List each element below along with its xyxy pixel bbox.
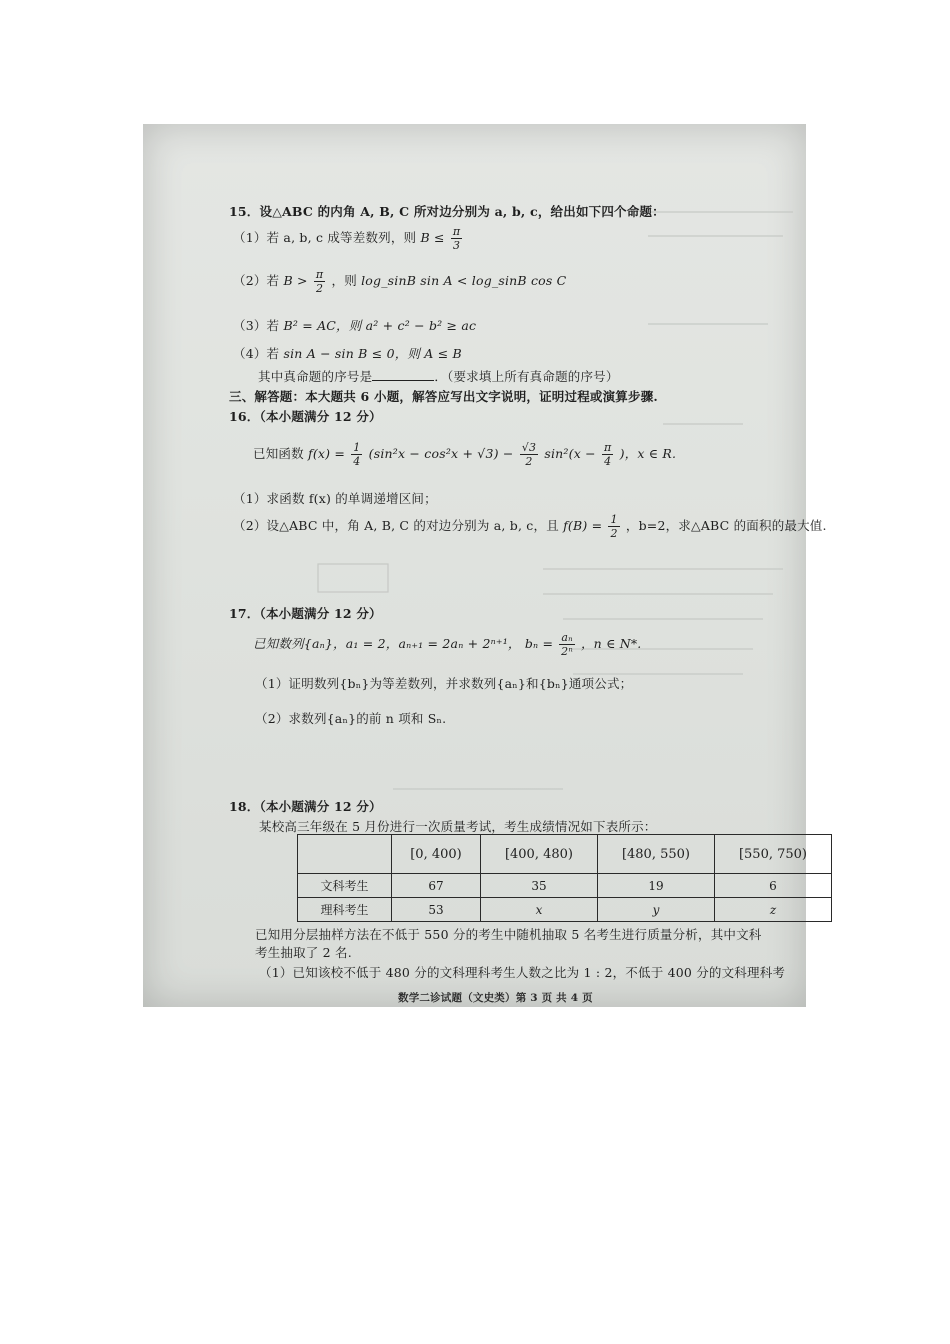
table-cell: 6: [714, 874, 831, 898]
q18-intro: 某校高三年级在 5 月份进行一次质量考试，考生成绩情况如下表所示：: [259, 819, 657, 834]
table-header-cell: [400, 480): [480, 835, 597, 874]
q15-proposition-1: [233, 226, 464, 251]
q16-coef-3-numerator: π: [603, 441, 612, 454]
q16-coef-2-denominator: 2: [525, 455, 533, 468]
table-cell: 19: [597, 874, 714, 898]
q16-p2-numerator: 1: [610, 513, 618, 526]
q17-b-definition: bₙ =: [524, 636, 554, 651]
q16-part-1: （1）求函数 f(x) 的单调递增区间；: [233, 491, 437, 506]
q18-note-line-2: 考生抽取了 2 名.: [255, 945, 352, 960]
q15-stem: 15．设△ABC 的内角 A, B, C 所对边分别为 a, b, c，给出如下四个命题：: [229, 204, 665, 219]
table-cell: y: [597, 898, 714, 922]
q16-coef-3-denominator: 4: [604, 455, 612, 468]
q17-b-denominator: 2ⁿ: [561, 645, 573, 658]
q16-p2-denominator: 2: [610, 527, 618, 540]
q18-part-1: （1）已知该校不低于 480 分的文科理科考生人数之比为 1 : 2，不低于 400 分的文科理科考: [259, 965, 786, 980]
q17-header: 17．（本小题满分 12 分）: [229, 606, 382, 621]
table-cell: 67: [392, 874, 481, 898]
section-3-title: 三、解答题：本大题共 6 小题，解答应写出文字说明，证明过程或演算步骤.: [229, 389, 658, 404]
q16-f-end: )，x ∈ R.: [619, 446, 677, 461]
q15-p2-math: B >: [283, 273, 308, 288]
q16-coef-1-numerator: 1: [353, 441, 361, 454]
table-cell: 53: [392, 898, 481, 922]
q16-p2-suffix: ，b=2，求△ABC 的面积的最大值.: [625, 518, 827, 533]
page-footer: 数学二诊试题（文史类）第 3 页 共 4 页: [398, 992, 593, 1004]
q15-p4-math: sin A − sin B ≤ 0，则 A ≤ B: [283, 346, 462, 361]
table-cell: 35: [480, 874, 597, 898]
table-cell: z: [714, 898, 831, 922]
score-table: [297, 834, 832, 922]
q15-p1-numerator: π: [452, 225, 461, 238]
q17-given-end: ，n ∈ N*.: [580, 636, 642, 651]
table-header-cell: [0, 400): [392, 835, 481, 874]
table-header-cell: [480, 550): [597, 835, 714, 874]
table-header-row: [298, 835, 832, 874]
q16-function-definition: [253, 442, 676, 467]
q15-answer-suffix: ．（要求填上所有真命题的序号）: [434, 369, 619, 384]
q15-p1-math: B ≤: [420, 230, 445, 245]
q17-part-2: （2）求数列{aₙ}的前 n 项和 Sₙ.: [255, 711, 447, 726]
table-header-cell: [298, 835, 392, 874]
q15-proposition-2: [233, 269, 566, 294]
q15-p3-text: （3）若: [233, 318, 280, 333]
q15-proposition-3: [233, 316, 476, 334]
row-label: 文科考生: [298, 874, 392, 898]
q15-p2-numerator: π: [315, 268, 324, 281]
document-photo: [143, 124, 827, 1007]
q15-answer-prefix: 其中真命题的序号是: [258, 369, 373, 384]
q17-part-1: （1）证明数列{bₙ}为等差数列，并求数列{aₙ}和{bₙ}通项公式；: [255, 676, 633, 691]
q17-given: [253, 632, 641, 657]
q15-p2-denominator: 2: [315, 282, 324, 295]
table-row: [298, 898, 832, 922]
q16-f-middle: (sin²x − cos²x + √3) −: [368, 446, 514, 461]
q16-coef-2-numerator: √3: [521, 441, 537, 454]
q16-p2-text: （2）设△ABC 中，角 A, B, C 的对边分别为 a, b, c，且: [233, 518, 559, 533]
q15-p1-fraction: [451, 226, 462, 251]
table-header-cell: [550, 750): [714, 835, 831, 874]
table-cell: x: [480, 898, 597, 922]
q15-answer-prompt: [258, 367, 619, 385]
q16-header: 16．（本小题满分 12 分）: [229, 409, 382, 424]
q16-coef-3: [602, 442, 613, 467]
q15-p2-fraction: [314, 269, 325, 294]
q16-f-lhs: f(x) =: [308, 446, 346, 461]
q18-header: 18．（本小题满分 12 分）: [229, 799, 382, 814]
q17-sequence-definition: 已知数列{aₙ}，a₁ = 2，aₙ₊₁ = 2aₙ + 2ⁿ⁺¹，: [253, 636, 521, 651]
q15-proposition-4: [233, 344, 462, 362]
q15-p4-text: （4）若: [233, 346, 280, 361]
q15-p3-math: B² = AC，则 a² + c² − b² ≥ ac: [283, 318, 477, 333]
q16-given-text: 已知函数: [253, 446, 304, 461]
q15-p1-denominator: 3: [452, 239, 461, 252]
q15-p1-text: （1）若 a, b, c 成等差数列，则: [233, 230, 417, 245]
q15-p2-text: （2）若: [233, 273, 280, 288]
q16-f-sin: sin²(x −: [544, 446, 596, 461]
q16-coef-1-denominator: 4: [353, 455, 361, 468]
q16-p2-math: f(B) =: [563, 518, 603, 533]
row-label: 理科考生: [298, 898, 392, 922]
q18-note-line-1: 已知用分层抽样方法在不低于 550 分的考生中随机抽取 5 名考生进行质量分析，其中文科: [255, 927, 762, 942]
q16-p2-fraction: [608, 514, 619, 539]
q15-p2-mid: ，则: [331, 273, 357, 288]
answer-blank: [372, 370, 434, 381]
table-row: [298, 874, 832, 898]
q16-coef-1: [351, 442, 362, 467]
q17-b-numerator: aₙ: [561, 631, 573, 644]
q16-part-2: [233, 514, 827, 539]
q15-p2-log-expression: log_sinB sin A < log_sinB cos C: [361, 273, 567, 288]
q16-coef-2: [520, 442, 538, 467]
q17-b-fraction: [559, 632, 574, 657]
